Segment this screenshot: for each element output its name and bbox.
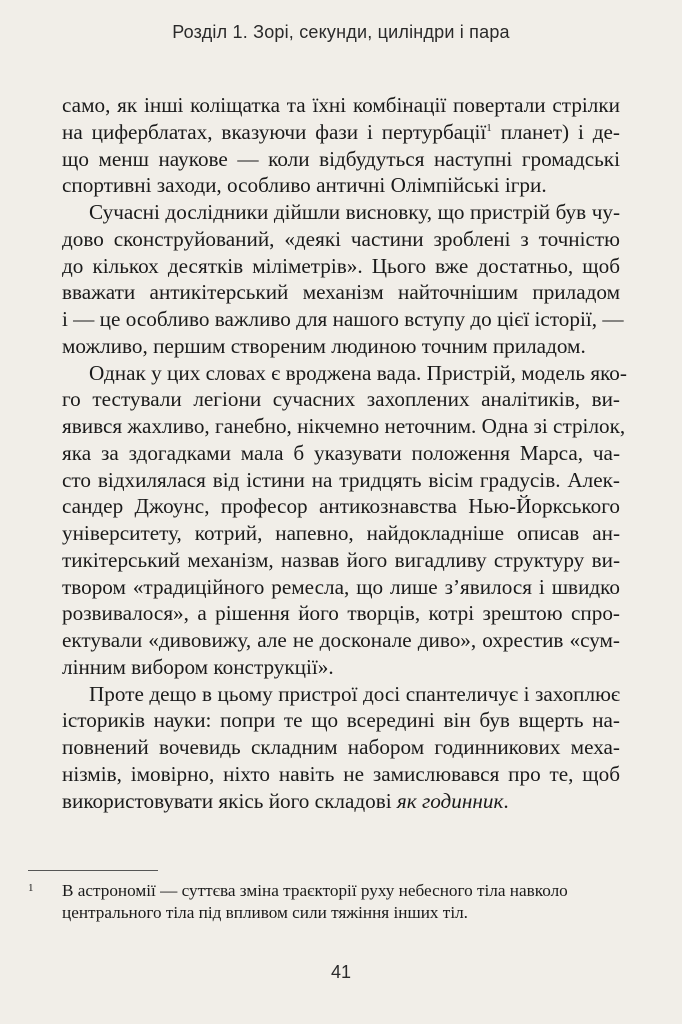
- emphasis: як годинник: [396, 788, 504, 813]
- footnote-divider: [28, 870, 158, 871]
- text-line-main: тикітерський механізм, назвав його вигадливу структуру ви-: [62, 547, 620, 572]
- footnote-line: центрального тіла під впливом сили тяжіння інших тіл.: [62, 903, 468, 922]
- text-line: [62, 440, 620, 467]
- text-line-main: і — це особливо важливо для нашого вступу до цієї історії, —: [62, 307, 624, 331]
- footnote-text: [62, 880, 618, 924]
- text-line-main: можливо, першим створеним людиною точним приладом.: [62, 333, 586, 358]
- body-text: [62, 92, 627, 814]
- text-line: [62, 279, 620, 306]
- text-line: [62, 761, 620, 788]
- footnote-marker: 1: [28, 882, 34, 894]
- text-line-main: сандер Джоунс, професор антикознавства Нью-Йоркського: [62, 494, 620, 519]
- text-line-main: університету, котрий, напевно, найдокладніше описав ан-: [62, 521, 620, 545]
- footnote: [28, 880, 618, 924]
- text-line: [62, 119, 620, 146]
- text-line: [62, 333, 620, 360]
- text-line-main: на циферблатах, вказуючи фази і пертурбації: [62, 119, 487, 144]
- text-line-main: дово сконструйований, «деякі частини зроблені з точністю: [62, 226, 620, 251]
- text-line: [62, 386, 620, 413]
- text-line: [62, 146, 620, 173]
- text-line-main: нізмів, імовірно, ніхто навіть не замислювався про те, щоб: [62, 761, 620, 786]
- text-line: [62, 627, 620, 654]
- text-line-main: Однак у цих словах є вроджена вада. Пристрій, модель яко-: [89, 360, 627, 385]
- footnote-reference[interactable]: 1: [486, 121, 492, 134]
- text-line: [62, 360, 627, 387]
- text-line-main: лінним вибором конструкції».: [62, 654, 334, 679]
- text-line-main: твором «традиційного ремесла, що лише з’явилося і швидко: [62, 574, 620, 599]
- text-line-main: розвивалося», а рішення його творців, котрі зрештою спро-: [62, 601, 620, 626]
- text-line-main: використовувати якісь його складові: [62, 788, 397, 813]
- text-line-main: спортивні заходи, особливо античні Олімпійські ігри.: [62, 173, 547, 198]
- text-line-main: Сучасні дослідники дійшли висновку, що пристрій був чу-: [89, 200, 620, 224]
- text-line: [62, 253, 620, 280]
- text-line-main: до кількох десятків міліметрів». Цього вже достатньо, щоб: [62, 253, 620, 278]
- text-line: [62, 92, 620, 119]
- text-line-main: явився жахливо, ганебно, нікчемно неточним. Одна зі стрілок,: [62, 414, 626, 438]
- text-line: [62, 547, 620, 574]
- text-line-main: істориків науки: попри те що всередині він був вщерть на-: [62, 708, 620, 733]
- text-line: [62, 467, 620, 494]
- text-line: [62, 493, 620, 520]
- text-line-main: само, як інші коліщатка та їхні комбінації повертали стрілки: [62, 93, 620, 117]
- page-number: 41: [330, 962, 352, 982]
- text-line-tail: планет) і де-: [491, 119, 620, 144]
- text-line-tail: .: [503, 788, 509, 813]
- text-line-main: повнений вочевидь складним набором годинникових меха-: [62, 735, 620, 759]
- text-line: [62, 413, 626, 440]
- text-line-main: вважати антикітерський механізм найточнішим приладом: [62, 280, 620, 305]
- text-line-main: яка за здогадками мала б указувати положення Марса, ча-: [62, 440, 620, 465]
- footnote-line: В астрономії — суттєва зміна траєкторії руху небесного тіла навколо: [62, 881, 568, 900]
- text-line: [62, 172, 620, 199]
- text-line-main: го тестували легіони сучасних захоплених аналітиків, ви-: [62, 387, 620, 412]
- text-line: [62, 574, 620, 601]
- text-line: [62, 788, 620, 815]
- text-line-main: Проте дещо в цьому пристрої досі спантеличує і захоплює: [89, 681, 620, 706]
- text-line: [62, 600, 620, 627]
- text-line: [62, 520, 620, 547]
- text-line: [62, 306, 624, 333]
- text-line-main: сто відхилялася від істини на тридцять вісім градусів. Алек-: [62, 467, 620, 492]
- running-head: Розділ 1. Зорі, секунди, циліндри і пара: [172, 22, 510, 42]
- text-line: [62, 654, 620, 681]
- text-line-main: що менш наукове — коли відбудуться наступні громадські: [62, 146, 620, 171]
- text-line-main: ектували «дивовижу, але не досконале диво», охрестив «сум-: [62, 628, 620, 652]
- text-line: [62, 199, 620, 226]
- text-line: [62, 226, 620, 253]
- text-line: [62, 681, 620, 708]
- text-line: [62, 734, 620, 761]
- text-line: [62, 707, 620, 734]
